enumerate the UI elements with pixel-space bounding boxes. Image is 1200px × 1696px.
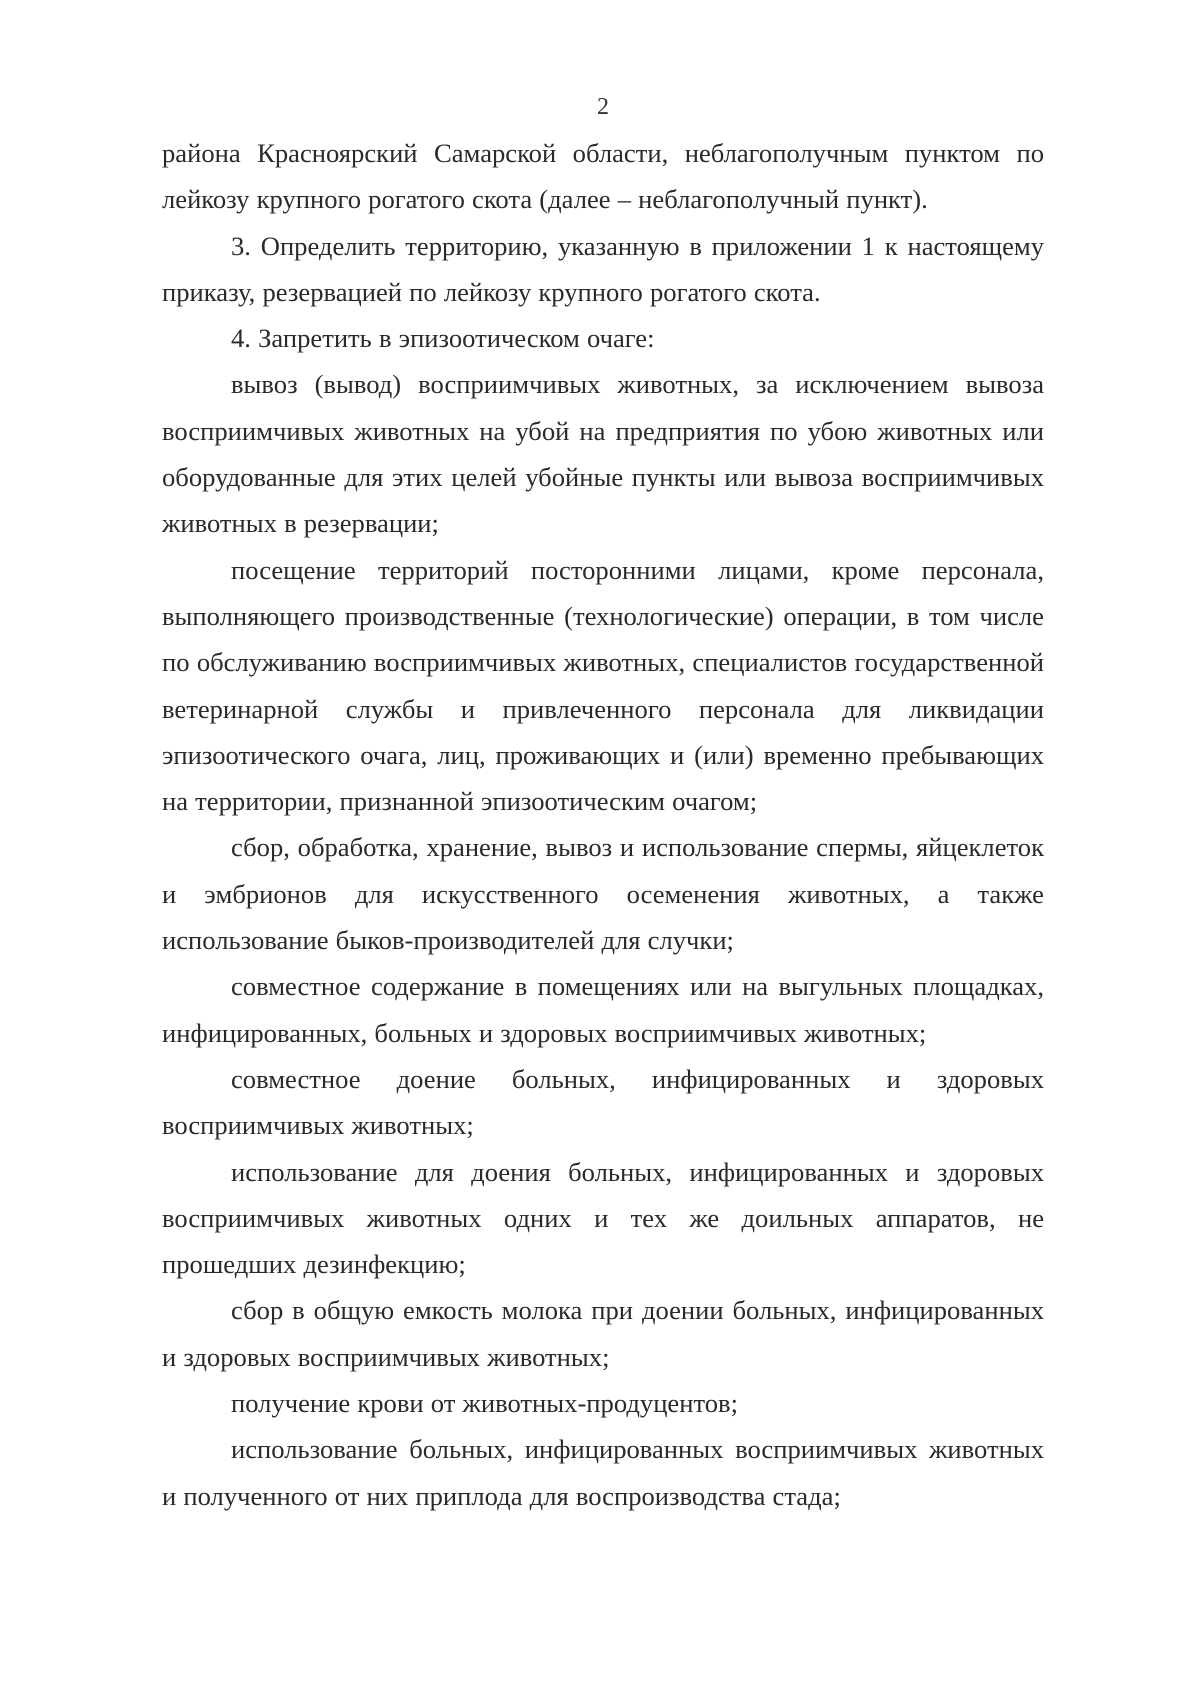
prohibition-milk-collection: сбор в общую емкость молока при доении больных, инфицированных и здоровых восприимчивых животных;	[162, 1295, 1044, 1372]
paragraph-item-3: 3. Определить территорию, указанную в приложении 1 к настоящему приказу, резервацией по лейкозу крупного рогатого скота.	[162, 230, 1044, 307]
prohibition-milking-equipment: использование для доения больных, инфицированных и здоровых восприимчивых животных одних и тех же доильных аппаратов, не прошедших дезинфекцию;	[162, 1156, 1044, 1280]
document-body	[162, 130, 1044, 1519]
prohibition-joint-milking: совместное доение больных, инфицированных и здоровых восприимчивых животных;	[162, 1063, 1044, 1141]
document-page	[162, 0, 1044, 1696]
prohibition-export-animals: вывоз (вывод) восприимчивых животных, за исключением вывоза восприимчивых животных на убой на предприятия по убою животных или оборудованные для этих целей убойные пункты или вывоза восприимчивых животных в резервации;	[162, 369, 1044, 539]
prohibition-sperm-embryos: сбор, обработка, хранение, вывоз и использование спермы, яйцеклеток и эмбрионов для искусственного осеменения животных, а также использование быков-производителей для случки;	[162, 832, 1044, 956]
prohibition-visiting: посещение территорий посторонними лицами, кроме персонала, выполняющего производственные (технологические) операции, в том числе по обслуживанию восприимчивых животных, специалистов государственной ветеринарной службы и привлеченного персонала для ликвидации эпизоотического очага, лиц, проживающих и (или) временно пребывающих на территории, признанной эпизоотическим очагом;	[162, 554, 1044, 817]
prohibition-blood-collection: получение крови от животных-продуцентов;	[231, 1388, 738, 1419]
paragraph-continuation: района Красноярский Самарской области, неблагополучным пунктом по лейкозу крупного рогатого скота (далее – неблагополучный пункт).	[162, 138, 1044, 215]
prohibition-joint-keeping: совместное содержание в помещениях или на выгульных площадках, инфицированных, больных и здоровых восприимчивых животных;	[162, 971, 1044, 1048]
page-number: 2	[597, 94, 609, 120]
prohibition-breeding: использование больных, инфицированных восприимчивых животных и полученного от них приплода для воспроизводства стада;	[162, 1434, 1044, 1511]
paragraph-item-4: 4. Запретить в эпизоотическом очаге:	[231, 323, 655, 354]
